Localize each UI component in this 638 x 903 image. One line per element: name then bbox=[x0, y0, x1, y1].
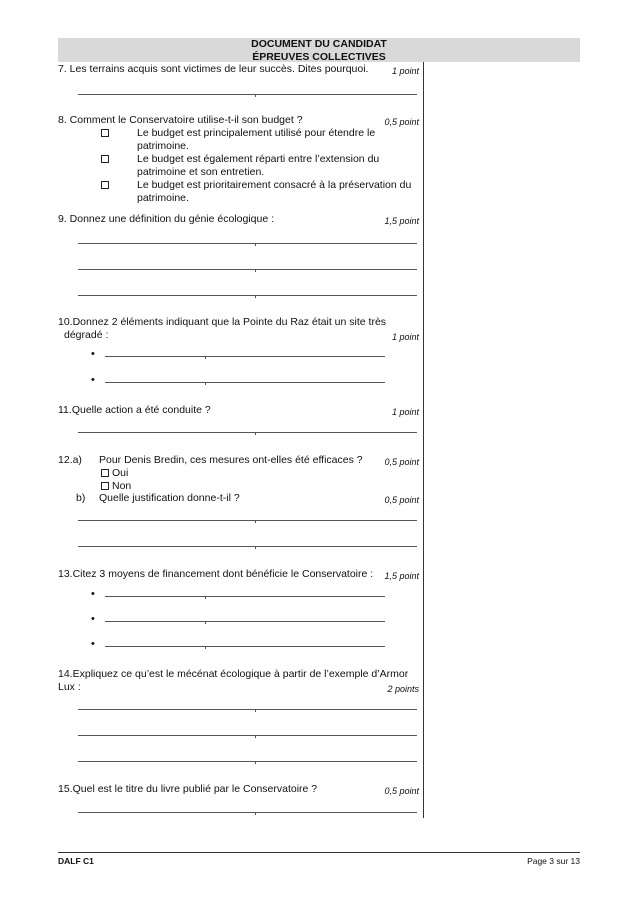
bullet-icon: • bbox=[91, 374, 95, 386]
answer-line[interactable] bbox=[78, 812, 417, 813]
margin-rule bbox=[423, 62, 424, 818]
option-2-line2: patrimoine et son entretien. bbox=[137, 166, 265, 178]
checkbox-option-3[interactable] bbox=[101, 181, 109, 189]
answer-line[interactable] bbox=[78, 432, 417, 433]
footer-rule bbox=[58, 852, 580, 853]
answer-line[interactable] bbox=[78, 520, 417, 521]
header-subtitle: ÉPREUVES COLLECTIVES bbox=[252, 51, 386, 63]
option-3-line2: patrimoine. bbox=[137, 192, 189, 204]
question-13: 13.Citez 3 moyens de financement dont bénéficie le Conservatoire : bbox=[58, 568, 374, 580]
option-1-line1: Le budget est principalement utilisé pour étendre le bbox=[137, 127, 376, 139]
question-8-points: 0,5 point bbox=[384, 117, 419, 127]
question-14-points: 2 points bbox=[387, 684, 419, 694]
option-3-line1: Le budget est prioritairement consacré à la préservation du bbox=[137, 179, 412, 191]
answer-line[interactable] bbox=[78, 546, 417, 547]
checkbox-option-1[interactable] bbox=[101, 129, 109, 137]
bullet-icon: • bbox=[91, 348, 95, 360]
option-2-line1: Le budget est également réparti entre l’extension du bbox=[137, 153, 380, 165]
question-14-line1: 14.Expliquez ce qu’est le mécénat écologique à partir de l’exemple d’Armor bbox=[58, 668, 409, 680]
question-11-points: 1 point bbox=[391, 407, 419, 417]
question-7-points: 1 point bbox=[391, 66, 419, 76]
question-10-points: 1 point bbox=[391, 332, 419, 342]
question-11: 11.Quelle action a été conduite ? bbox=[58, 404, 211, 416]
answer-line[interactable] bbox=[105, 621, 385, 622]
question-12a: Pour Denis Bredin, ces mesures ont-elles été efficaces ? bbox=[99, 454, 363, 466]
answer-line[interactable] bbox=[78, 295, 417, 296]
question-12a-points: 0,5 point bbox=[384, 457, 419, 467]
footer-exam-level: DALF C1 bbox=[58, 856, 94, 866]
question-12b-points: 0,5 point bbox=[384, 495, 419, 505]
question-15: 15.Quel est le titre du livre publié par le Conservatoire ? bbox=[58, 783, 318, 795]
question-13-points: 1,5 point bbox=[384, 571, 419, 581]
checkbox-oui[interactable] bbox=[101, 469, 109, 477]
answer-line[interactable] bbox=[105, 382, 385, 383]
answer-line[interactable] bbox=[78, 709, 417, 710]
answer-line[interactable] bbox=[78, 735, 417, 736]
bullet-icon: • bbox=[91, 613, 95, 625]
question-14-line2: Lux : bbox=[58, 681, 81, 693]
bullet-icon: • bbox=[91, 638, 95, 650]
option-1-line2: patrimoine. bbox=[137, 140, 189, 152]
checkbox-option-2[interactable] bbox=[101, 155, 109, 163]
answer-line[interactable] bbox=[78, 269, 417, 270]
answer-line[interactable] bbox=[105, 596, 385, 597]
answer-line[interactable] bbox=[78, 243, 417, 244]
checkbox-non-label: Non bbox=[112, 480, 132, 492]
answer-line[interactable] bbox=[105, 356, 385, 357]
question-10-line2: dégradé : bbox=[64, 329, 109, 341]
header-title: DOCUMENT DU CANDIDAT bbox=[251, 38, 387, 50]
question-8: 8. Comment le Conservatoire utilise-t-il son budget ? bbox=[58, 114, 303, 126]
question-12a-label: 12.a) bbox=[58, 454, 82, 466]
answer-line[interactable] bbox=[78, 94, 417, 95]
question-15-points: 0,5 point bbox=[384, 786, 419, 796]
question-7: 7. Les terrains acquis sont victimes de leur succès. Dites pourquoi. bbox=[58, 63, 369, 75]
question-12b-label: b) bbox=[76, 492, 86, 504]
answer-line[interactable] bbox=[78, 761, 417, 762]
footer-page-number: Page 3 sur 13 bbox=[527, 856, 580, 866]
answer-line[interactable] bbox=[105, 646, 385, 647]
checkbox-oui-label: Oui bbox=[112, 467, 129, 479]
bullet-icon: • bbox=[91, 588, 95, 600]
checkbox-non[interactable] bbox=[101, 482, 109, 490]
question-9-points: 1,5 point bbox=[384, 216, 419, 226]
question-10-line1: 10.Donnez 2 éléments indiquant que la Pointe du Raz était un site très bbox=[58, 316, 387, 328]
question-12b: Quelle justification donne-t-il ? bbox=[99, 492, 240, 504]
question-9: 9. Donnez une définition du génie écologique : bbox=[58, 213, 274, 225]
